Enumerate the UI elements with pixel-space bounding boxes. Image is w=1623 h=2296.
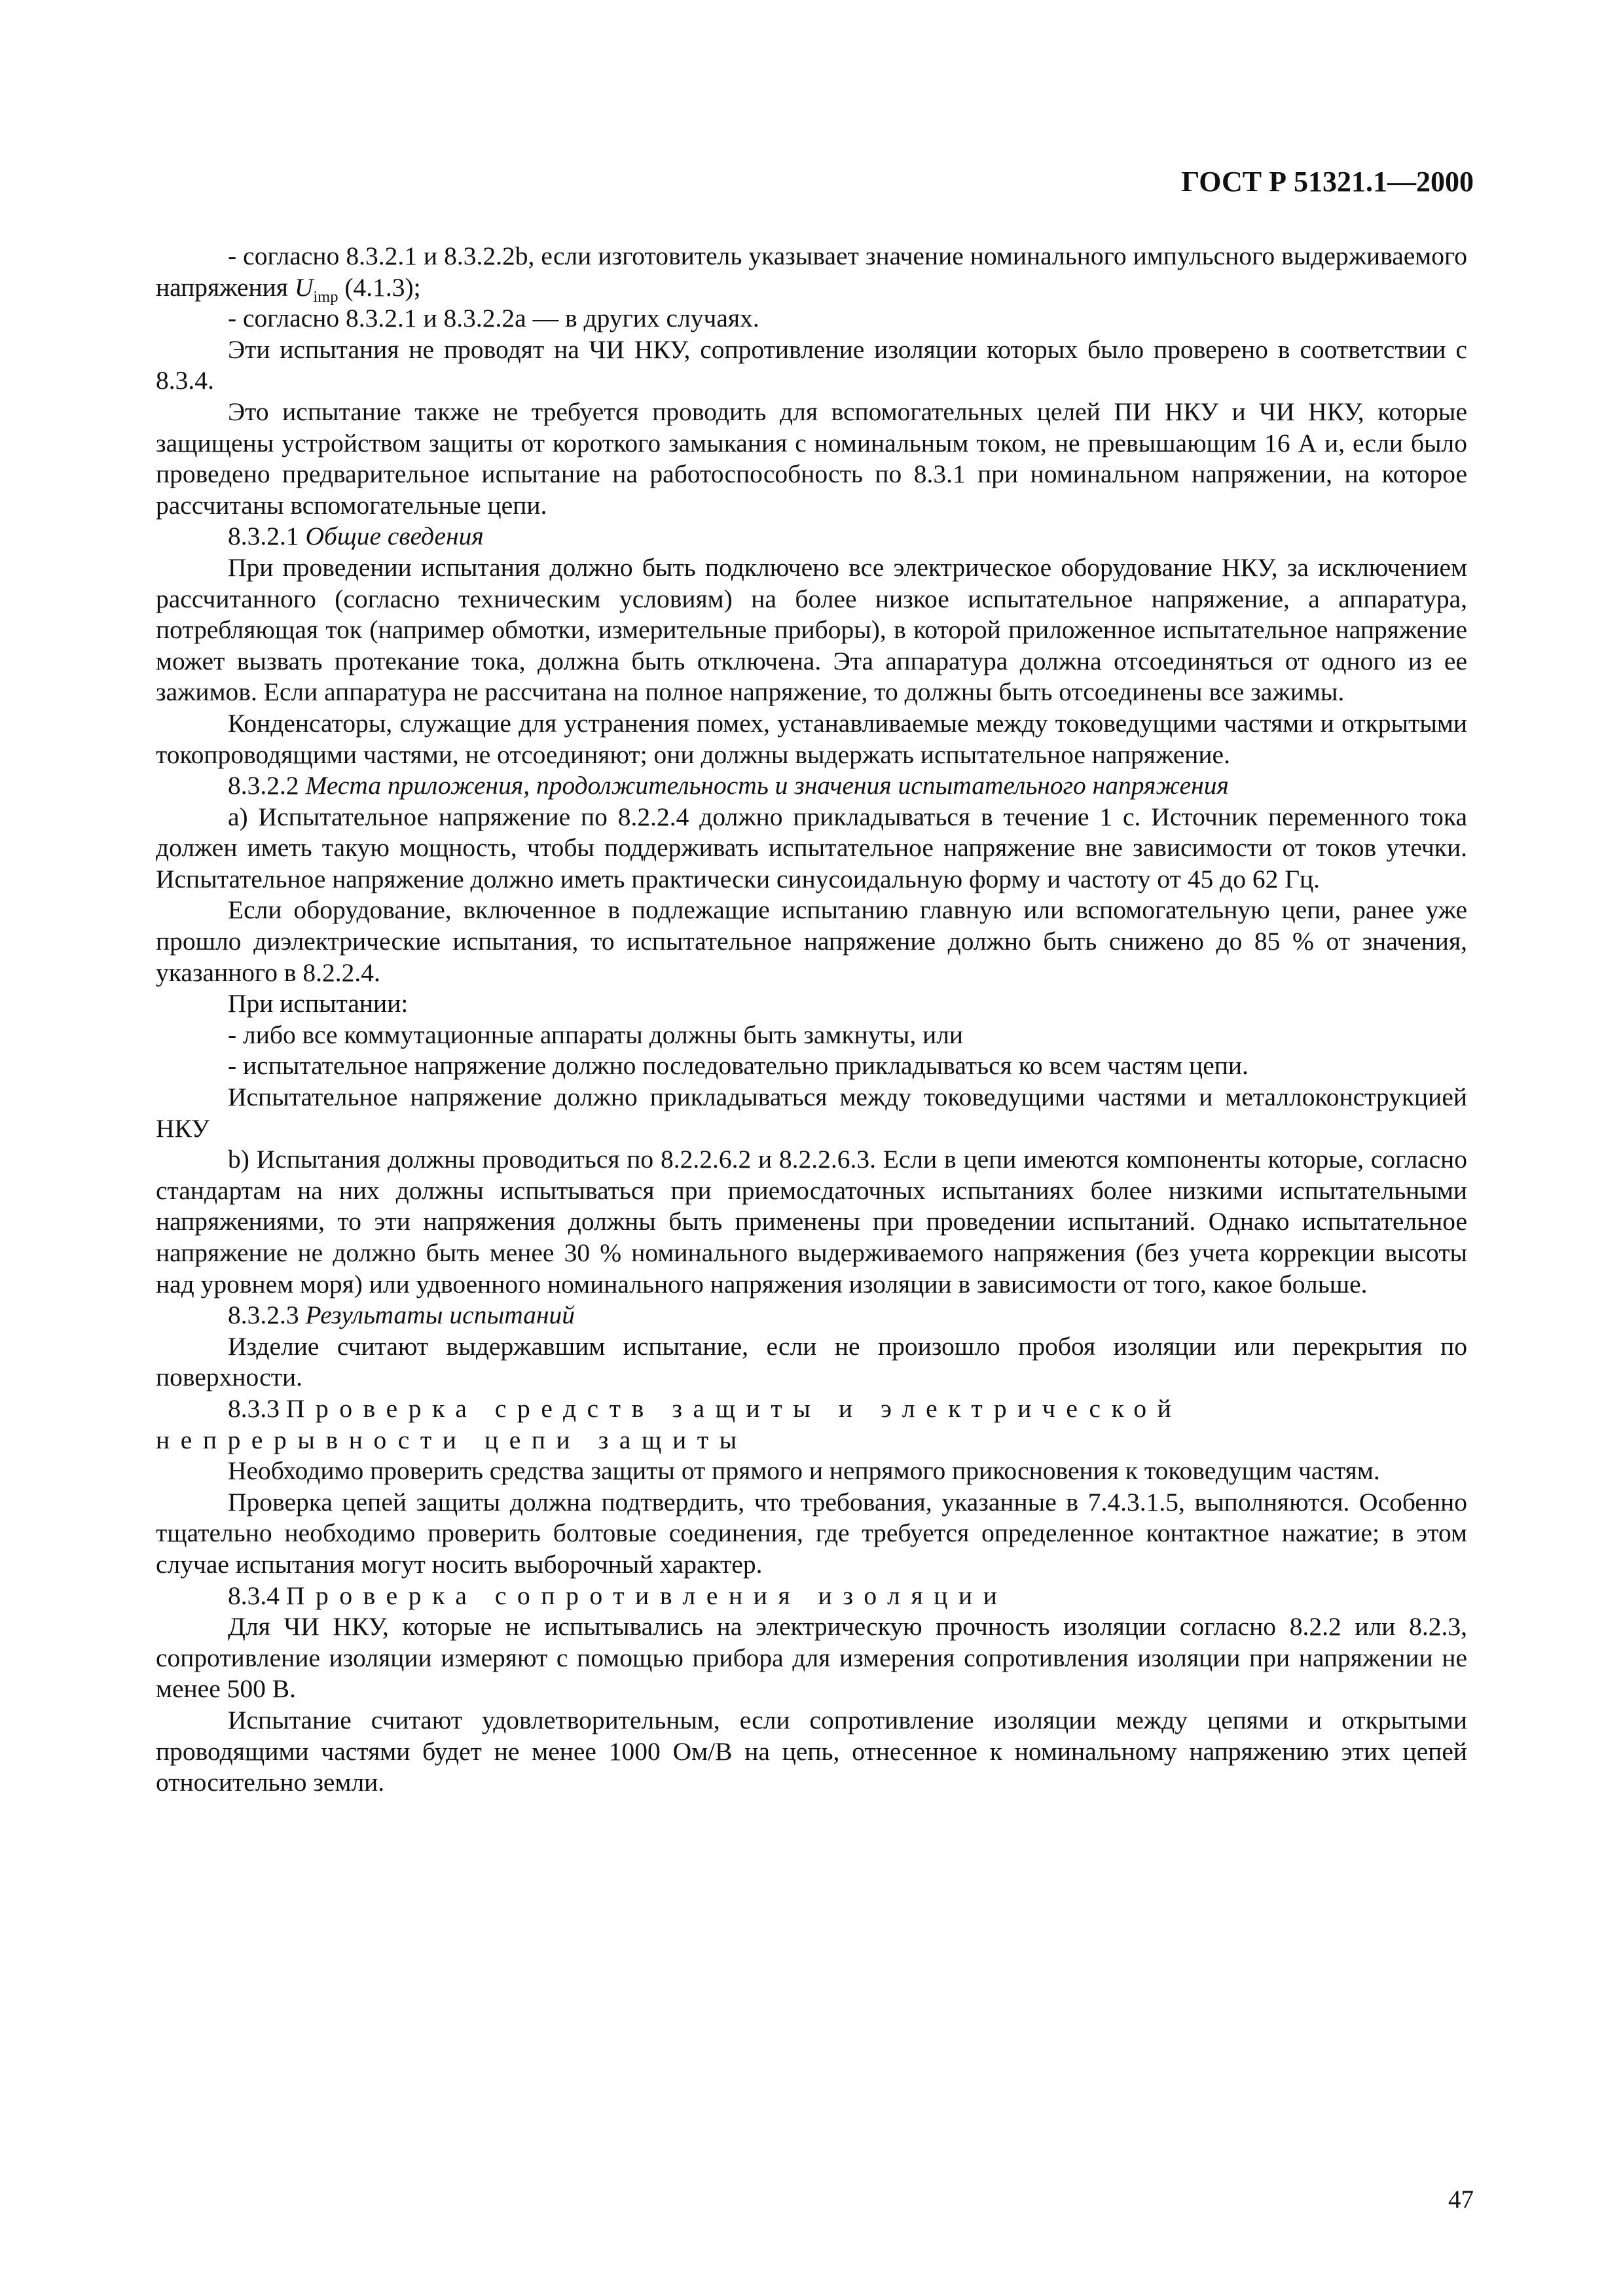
paragraph-general-info: При проведении испытания должно быть подключено все электрическое оборудование НКУ, за исключением рассчитанного (согласно техническим условиям) на более низкое испытательное напряжение, а аппаратура, потребляющая ток (например обмотки, измерительные приборы), в которой приложенное испытательное напряжение может вызвать протекание тока, должна быть отключена. Эта аппаратура должна отсоединяться от одного из ее зажимов. Если аппаратура не рассчитана на полное напряжение, то должны быть отсоединены все зажимы. — [156, 552, 1467, 707]
paragraph-insulation-result: Испытание считают удовлетворительным, если сопротивление изоляции между цепями и открытыми проводящими частями будет не менее 1000 Ом/В на цепь, отнесенное к номинальному напряжению этих цепей относительно земли. — [156, 1705, 1467, 1797]
paragraph-exception-chi-nku: Эти испытания не проводят на ЧИ НКУ, сопротивление изоляции которых было проверено в соответствии с 8.3.4. — [156, 334, 1467, 395]
page-number: 47 — [1448, 2185, 1474, 2214]
paragraph-reduced-voltage: Если оборудование, включенное в подлежащие испытанию главную или вспомогательную цепи, ранее уже прошло диэлектрические испытания, то испытательное напряжение должно быть снижено до 85 % от значения, указанного в 8.2.2.4. — [156, 895, 1467, 987]
paragraph-test-results: Изделие считают выдержавшим испытание, если не произошло пробоя изоляции или перекрытия по поверхности. — [156, 1331, 1467, 1392]
paragraph-test-per-8-3-2-2b: - согласно 8.3.2.1 и 8.3.2.2b, если изготовитель указывает значение номинального импульсного выдерживаемого напряжения $U_{imp}$ (4.1.3); — [156, 242, 1467, 306]
u-variable: U — [294, 272, 314, 302]
paragraph-between-parts: Испытательное напряжение должно прикладываться между токоведущими частями и металлоконструкцией НКУ — [156, 1083, 1467, 1143]
page-header-standard: ГОСТ Р 51321.1—2000 — [1181, 166, 1474, 198]
paragraph-applied-sequentially: - испытательное напряжение должно последовательно прикладываться ко всем частям цепи. — [228, 1051, 1249, 1081]
document-body — [156, 241, 1467, 1799]
section-heading-8-3-3: 8.3.3 Проверка средств защиты и электрической непрерывности цепи защиты — [156, 1393, 1182, 1454]
imp-subscript: imp — [313, 287, 338, 306]
paragraph-item-a: а) Испытательное напряжение по 8.2.2.4 должно прикладываться в течение 1 с. Источник переменного тока должен иметь такую мощность, чтобы поддерживать испытательное напряжение вне зависимости от токов утечки. Испытательное напряжение должно иметь практически синусоидальную форму и частоту от 45 до 62 Гц. — [156, 802, 1467, 893]
paragraph-protection-check: Необходимо проверить средства защиты от прямого и непрямого прикосновения к токоведущим частям. — [228, 1456, 1380, 1486]
paragraph-test-per-8-3-2-2a: - согласно 8.3.2.1 и 8.3.2.2а — в других случаях. — [228, 304, 759, 333]
section-heading-8-3-2-2: 8.3.2.2 Места приложения, продолжительность и значения испытательного напряжения — [228, 771, 1229, 800]
paragraph-switches-closed: - либо все коммутационные аппараты должны быть замкнуты, или — [228, 1020, 964, 1049]
paragraph-during-test: При испытании: — [228, 989, 409, 1018]
paragraph-item-b: b) Испытания должны проводиться по 8.2.2.6.2 и 8.2.2.6.3. Если в цепи имеются компоненты которые, согласно стандартам на них должны испытываться при приемосдаточных испытаниях более низкими испытательными напряжениями, то эти напряжения должны быть применены при проведении испытаний. Однако испытательное напряжение не должно быть менее 30 % номинального выдерживаемого напряжения (без учета коррекции высоты над уровнем моря) или удвоенного номинального напряжения изоляции в зависимости от того, какое больше. — [156, 1145, 1467, 1299]
section-heading-8-3-4: 8.3.4 Проверка сопротивления изоляции — [228, 1581, 1008, 1610]
paragraph-auxiliary-circuits: Это испытание также не требуется проводить для вспомогательных целей ПИ НКУ и ЧИ НКУ, которые защищены устройством защиты от короткого замыкания с номинальным током, не превышающим 16 А и, если было проведено предварительное испытание на работоспособность по 8.3.1 при номинальном напряжении, на которое рассчитаны вспомогательные цепи. — [156, 397, 1467, 520]
section-heading-8-3-2-3: 8.3.2.3 Результаты испытаний — [228, 1300, 575, 1330]
paragraph-protection-circuits: Проверка цепей защиты должна подтвердить, что требования, указанные в 7.4.3.1.5, выполняются. Особенно тщательно необходимо проверить болтовые соединения, где требуется определенное контактное нажатие; в этом случае испытания могут носить выборочный характер. — [156, 1487, 1467, 1579]
section-heading-8-3-2-1: 8.3.2.1 Общие сведения — [228, 522, 484, 551]
paragraph-capacitors: Конденсаторы, служащие для устранения помех, устанавливаемые между токоведущими частями и открытыми токопроводящими частями, не отсоединяют; они должны выдержать испытательное напряжение. — [156, 708, 1467, 769]
paragraph-insulation-measure: Для ЧИ НКУ, которые не испытывались на электрическую прочность изоляции согласно 8.2.2 или 8.2.3, сопротивление изоляции измеряют с помощью прибора для измерения сопротивления изоляции при напряжении не менее 500 В. — [156, 1612, 1467, 1704]
